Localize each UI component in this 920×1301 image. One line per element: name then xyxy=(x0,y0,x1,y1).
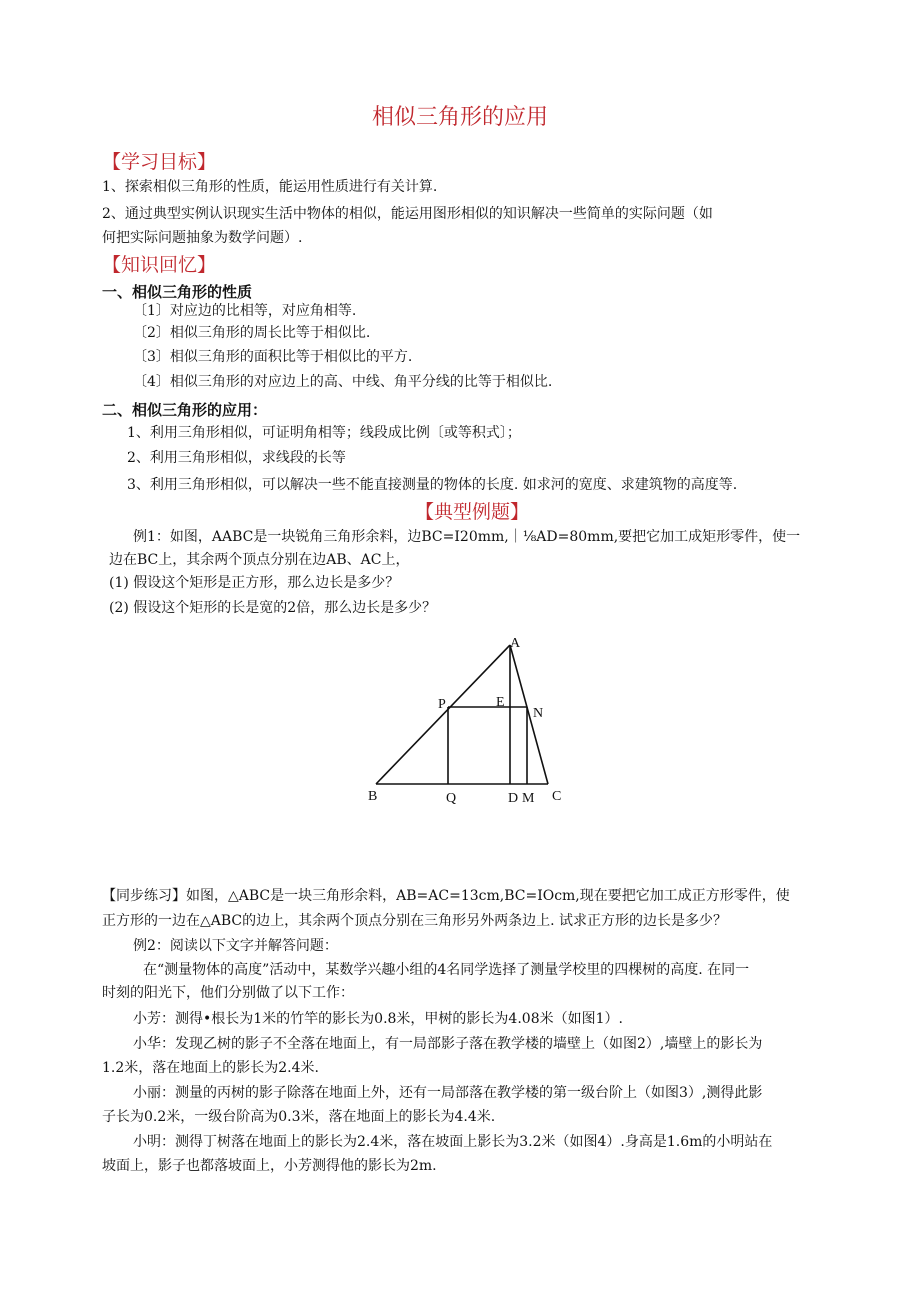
label-p: P xyxy=(438,697,446,712)
section-review-heading: 【知识回忆】 xyxy=(102,254,217,276)
example2-xiaohua: 小华：发现乙树的影子不全落在地面上，有一局部影子落在教学楼的墙壁上（如图2）,墙壁上的影长为 xyxy=(133,1036,763,1052)
example2-xiaoli: 小丽：测量的丙树的影子除落在地面上外，还有一局部落在教学楼的第一级台阶上（如图3）,测得此影 xyxy=(133,1085,763,1101)
example1-question2: (2) 假设这个矩形的长是宽的2倍，那么边长是多少？ xyxy=(109,600,437,616)
label-e: E xyxy=(496,695,505,710)
label-d: D xyxy=(508,791,519,806)
example2-xiaohua-cont: 1.2米，落在地面上的影长为2.4米. xyxy=(102,1060,319,1076)
label-c: C xyxy=(552,789,562,804)
example2-xiaoming: 小明：测得丁树落在地面上的影长为2.4米，落在坡面上影长为3.2米（如图4）.身高是1.6m的小明站在 xyxy=(133,1134,773,1150)
practice-line1: 【同步练习】如图，△ABC是一块三角形余料，AB=AC=13cm,BC=IOcm,现在要把它加工成正方形零件，使 xyxy=(102,888,790,904)
example1-line2: 边在BC上，其余两个顶点分别在边AB、AC上， xyxy=(109,552,410,568)
review-heading-applications: 二、相似三角形的应用： xyxy=(102,401,268,419)
goal-item-2: 2、通过典型实例认识现实生活中物体的相似，能运用图形相似的知识解决一些简单的实际问题（如 xyxy=(102,206,713,222)
example2-intro: 例2：阅读以下文字并解答问题： xyxy=(133,938,338,954)
section-examples-heading: 【典型例题】 xyxy=(415,501,530,523)
label-a: A xyxy=(510,636,521,651)
goal-item-2-cont: 何把实际问题抽象为数学问题）. xyxy=(102,230,303,246)
segment-ab xyxy=(376,645,510,784)
property-1: 〔1〕对应边的比相等，对应角相等. xyxy=(133,303,357,319)
example2-paragraph1-cont: 时刻的阳光下，他们分别做了以下工作： xyxy=(102,985,354,1001)
practice-line2: 正方形的一边在△ABC的边上，其余两个顶点分别在三角形另外两条边上. 试求正方形的边长是多少？ xyxy=(102,913,728,929)
example2-paragraph1: 在“测量物体的高度”活动中，某数学兴趣小组的4名同学选择了测量学校里的四棵树的高度. 在同一 xyxy=(143,962,750,978)
property-3: 〔3〕相似三角形的面积比等于相似比的平方. xyxy=(133,349,413,365)
review-heading-properties: 一、相似三角形的性质 xyxy=(102,283,253,301)
goal-item-1: 1、探索相似三角形的性质，能运用性质进行有关计算. xyxy=(102,179,438,195)
example2-xiaofang: 小芳：测得•根长为1米的竹竿的影长为0.8米，甲树的影长为4.08米（如图1）. xyxy=(133,1011,623,1027)
label-n: N xyxy=(533,706,544,721)
example1-question1: (1) 假设这个矩形是正方形，那么边长是多少？ xyxy=(109,575,400,591)
example1-line1: 例1：如图，AABC是一块锐角三角形余料，边BC=I20mm,｜⅛AD=80mm,要把它加工成矩形零件，使一 xyxy=(133,529,801,545)
example2-xiaoming-cont: 坡面上，影子也都落坡面上，小芳测得他的影长为2m. xyxy=(102,1158,437,1174)
example2-xiaoli-cont: 子长为0.2米，一级台阶高为0.3米，落在地面上的影长为4.4米. xyxy=(102,1109,496,1125)
property-2: 〔2〕相似三角形的周长比等于相似比. xyxy=(133,325,371,341)
property-4: 〔4〕相似三角形的对应边上的高、中线、角平分线的比等于相似比. xyxy=(133,374,553,390)
application-1: 1、利用三角形相似，可证明角相等；线段成比例〔或等积式〕； xyxy=(127,425,521,441)
application-2: 2、利用三角形相似，求线段的长等 xyxy=(127,450,346,466)
triangle-figure xyxy=(360,625,580,810)
page-title: 相似三角形的应用 xyxy=(371,105,548,130)
label-q: Q xyxy=(446,791,457,806)
label-m: M xyxy=(522,791,535,806)
section-goals-heading: 【学习目标】 xyxy=(102,151,217,173)
label-b: B xyxy=(368,789,378,804)
application-3: 3、利用三角形相似，可以解决一些不能直接测量的物体的长度. 如求河的宽度、求建筑物的高度等. xyxy=(127,477,738,493)
